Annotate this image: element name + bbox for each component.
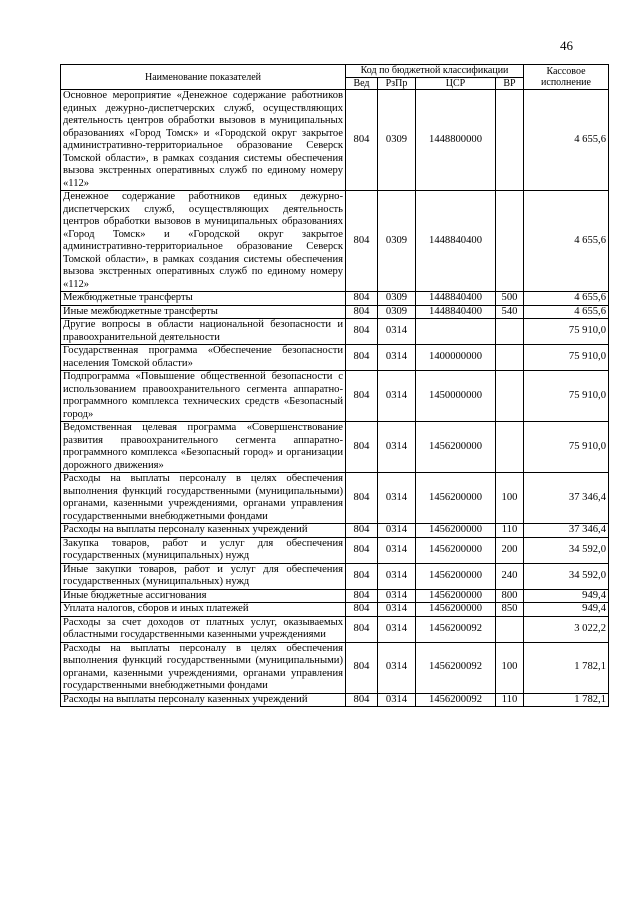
row-name: Иные закупки товаров, работ и услуг для обеспечения государственных (муниципальных) нужд [61,563,346,589]
table-row [61,616,609,642]
table-row [61,642,609,693]
table-row [61,90,609,191]
row-rzpr: 0309 [378,292,416,306]
table-row [61,563,609,589]
header-vr: ВР [496,77,524,90]
row-ved: 804 [346,524,378,538]
header-name: Наименование показателей [61,65,346,90]
row-ved: 804 [346,90,378,191]
row-amount: 75 910,0 [524,422,609,473]
row-rzpr: 0314 [378,345,416,371]
row-ved: 804 [346,305,378,319]
row-rzpr: 0314 [378,537,416,563]
row-rzpr: 0309 [378,90,416,191]
table-row [61,292,609,306]
row-rzpr: 0309 [378,191,416,292]
row-vr: 110 [496,524,524,538]
row-amount: 4 655,6 [524,90,609,191]
row-rzpr: 0314 [378,473,416,524]
row-amount: 34 592,0 [524,563,609,589]
row-csr: 1456200000 [416,603,496,617]
row-csr: 1450000000 [416,371,496,422]
header-ved: Вед [346,77,378,90]
row-amount: 4 655,6 [524,191,609,292]
row-ved: 804 [346,563,378,589]
header-rzpr: РзПр [378,77,416,90]
row-vr: 800 [496,589,524,603]
row-name: Денежное содержание работников единых дежурно-диспетчерских служб, осуществляющих деятельность центров обработки вызовов в муниципальных образованиях «Город Томск» и «Городской округ закрытое административно-территориальное образование Северск Томской области», в рамках создания системы обеспечения вызова экстренных оперативных служб по единому номеру «112» [61,191,346,292]
row-vr: 500 [496,292,524,306]
row-vr: 100 [496,473,524,524]
row-amount: 37 346,4 [524,473,609,524]
table-row [61,589,609,603]
row-name: Расходы за счет доходов от платных услуг, оказываемых областными государственными казенными учреждениями [61,616,346,642]
row-csr: 1448840400 [416,305,496,319]
row-rzpr: 0314 [378,642,416,693]
row-csr: 1456200092 [416,616,496,642]
row-vr: 110 [496,693,524,707]
row-csr: 1456200092 [416,693,496,707]
row-amount: 3 022,2 [524,616,609,642]
table-row [61,345,609,371]
row-name: Расходы на выплаты персоналу казенных учреждений [61,524,346,538]
row-csr: 1448840400 [416,191,496,292]
row-amount: 75 910,0 [524,319,609,345]
table-row [61,319,609,345]
row-amount: 34 592,0 [524,537,609,563]
row-amount: 75 910,0 [524,345,609,371]
row-rzpr: 0314 [378,616,416,642]
row-rzpr: 0314 [378,524,416,538]
row-name: Ведомственная целевая программа «Совершенствование развития правоохранительного сегмента аппаратно-программного комплекса «Безопасный город» и организации дорожного движения» [61,422,346,473]
row-vr [496,345,524,371]
row-ved: 804 [346,473,378,524]
table-row [61,473,609,524]
row-ved: 804 [346,589,378,603]
row-vr [496,616,524,642]
row-rzpr: 0314 [378,319,416,345]
row-csr: 1400000000 [416,345,496,371]
row-amount: 949,4 [524,589,609,603]
header-execution: Кассовое исполнение [524,65,609,90]
row-ved: 804 [346,603,378,617]
row-name: Закупка товаров, работ и услуг для обеспечения государственных (муниципальных) нужд [61,537,346,563]
row-amount: 75 910,0 [524,371,609,422]
row-vr [496,422,524,473]
table-row [61,693,609,707]
row-vr: 200 [496,537,524,563]
row-name: Другие вопросы в области национальной безопасности и правоохранительной деятельности [61,319,346,345]
table-row [61,305,609,319]
row-csr: 1448800000 [416,90,496,191]
row-ved: 804 [346,371,378,422]
row-name: Основное мероприятие «Денежное содержание работников единых дежурно-диспетчерских служб, осуществляющих деятельность центров обработки вызовов в муниципальных образованиях «Город Томск» и «Городской округ закрытое административно-территориальное образование Северск Томской области», в рамках создания системы обеспечения вызова экстренных оперативных служб по единому номеру «112» [61,90,346,191]
row-rzpr: 0314 [378,693,416,707]
row-amount: 4 655,6 [524,305,609,319]
row-ved: 804 [346,191,378,292]
row-rzpr: 0314 [378,422,416,473]
row-ved: 804 [346,292,378,306]
row-ved: 804 [346,693,378,707]
row-rzpr: 0314 [378,563,416,589]
row-name: Иные бюджетные ассигнования [61,589,346,603]
row-ved: 804 [346,345,378,371]
row-name: Расходы на выплаты персоналу в целях обеспечения выполнения функций государственными (муниципальными) органами, казенными учреждениями, органами управления государственными внебюджетными фондами [61,642,346,693]
header-row-1 [61,65,609,78]
row-amount: 1 782,1 [524,693,609,707]
row-rzpr: 0314 [378,589,416,603]
row-vr: 240 [496,563,524,589]
table-row [61,371,609,422]
row-csr: 1448840400 [416,292,496,306]
row-name: Уплата налогов, сборов и иных платежей [61,603,346,617]
row-amount: 949,4 [524,603,609,617]
row-csr [416,319,496,345]
row-csr: 1456200000 [416,589,496,603]
header-code-group: Код по бюджетной классификации [346,65,524,78]
row-ved: 804 [346,537,378,563]
row-name: Государственная программа «Обеспечение безопасности населения Томской области» [61,345,346,371]
row-vr [496,191,524,292]
row-vr: 850 [496,603,524,617]
table-row [61,537,609,563]
header-csr: ЦСР [416,77,496,90]
row-vr [496,90,524,191]
page-number: 46 [560,38,573,53]
row-amount: 37 346,4 [524,524,609,538]
row-rzpr: 0314 [378,371,416,422]
table-row [61,422,609,473]
table-row [61,603,609,617]
row-csr: 1456200000 [416,563,496,589]
row-csr: 1456200000 [416,422,496,473]
row-ved: 804 [346,642,378,693]
row-vr: 100 [496,642,524,693]
row-csr: 1456200000 [416,473,496,524]
table-row [61,191,609,292]
row-rzpr: 0309 [378,305,416,319]
row-amount: 4 655,6 [524,292,609,306]
row-csr: 1456200092 [416,642,496,693]
row-name: Расходы на выплаты персоналу казенных учреждений [61,693,346,707]
budget-table [60,64,609,707]
row-vr: 540 [496,305,524,319]
row-name: Расходы на выплаты персоналу в целях обеспечения выполнения функций государственными (муниципальными) органами, казенными учреждениями, органами управления государственными внебюджетными фондами [61,473,346,524]
row-csr: 1456200000 [416,537,496,563]
row-name: Иные межбюджетные трансферты [61,305,346,319]
row-rzpr: 0314 [378,603,416,617]
row-ved: 804 [346,422,378,473]
row-ved: 804 [346,319,378,345]
row-vr [496,319,524,345]
row-name: Межбюджетные трансферты [61,292,346,306]
table-row [61,524,609,538]
row-csr: 1456200000 [416,524,496,538]
row-amount: 1 782,1 [524,642,609,693]
row-name: Подпрограмма «Повышение общественной безопасности с использованием правоохранительного сегмента аппаратно-программного комплекса технических средств «Безопасный город» [61,371,346,422]
row-vr [496,371,524,422]
row-ved: 804 [346,616,378,642]
